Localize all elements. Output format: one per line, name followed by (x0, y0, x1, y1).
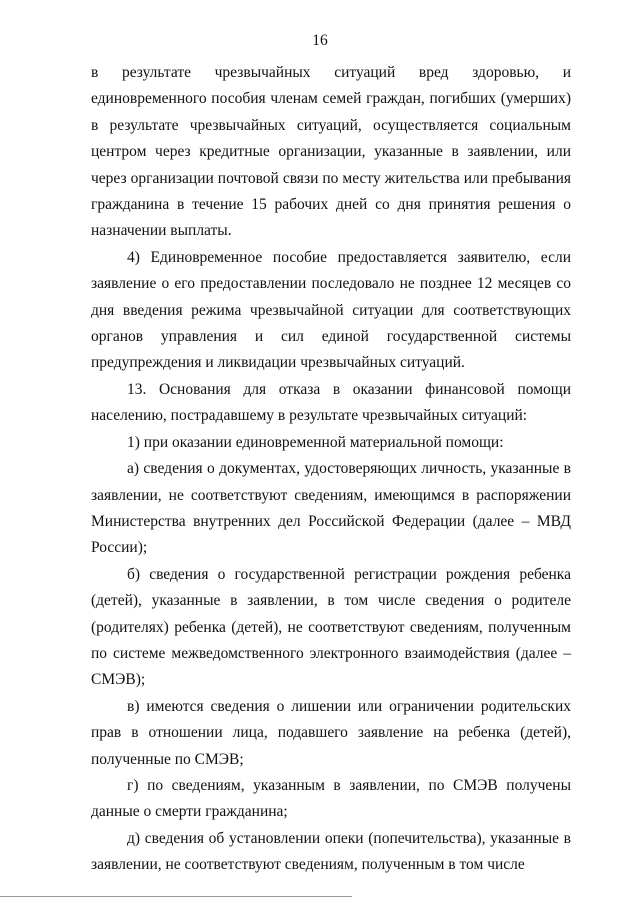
paragraph-section-13: 13. Основания для отказа в оказании финансовой помощи населению, пострадавшему в результате чрезвычайных ситуаций: (91, 380, 571, 425)
paragraph-item-v: в) имеются сведения о лишении или ограничении родительских прав в отношении лица, подавшего заявление на ребенка (детей), полученные по СМЭВ; (91, 697, 571, 768)
paragraph-item-4: 4) Единовременное пособие предоставляется заявителю, если заявление о его предоставлении последовало не позднее 12 месяцев со дня введения режима чрезвычайной ситуации для соответствующих органов управления и сил единой государственной системы предупреждения и ликвидации чрезвычайных ситуаций. (91, 248, 571, 372)
paragraph-item-d: д) сведения об установлении опеки (попечительства), указанные в заявлении, не соответствуют сведениям, полученным в том числе (91, 829, 571, 874)
paragraph-item-g: г) по сведениям, указанным в заявлении, по СМЭВ получены данные о смерти гражданина; (91, 776, 571, 821)
paragraph-continuation: в результате чрезвычайных ситуаций вред здоровью, и единовременного пособия членам семей граждан, погибших (умерших) в результате чрезвычайных ситуаций, осуществляется социальным центром через кредитные организации, указанные в заявлении, или через организации почтовой связи по месту жительства или пребывания гражданина в течение 15 рабочих дней со дня принятия решения о назначении выплаты. (91, 64, 571, 240)
paragraph-item-b: б) сведения о государственной регистрации рождения ребенка (детей), указанные в заявлении, в том числе сведения о родителе (родителях) ребенка (детей), не соответствуют сведениям, полученным по системе межведомственного электронного взаимодействия (далее – СМЭВ); (91, 565, 571, 689)
paragraph-item-a: а) сведения о документах, удостоверяющих личность, указанные в заявлении, не соответствуют сведениям, имеющимся в распоряжении Министерства внутренних дел Российской Федерации (далее – МВД России); (91, 460, 571, 557)
scan-edge-line (0, 896, 352, 897)
page-number: 16 (312, 32, 328, 49)
document-body (91, 60, 571, 879)
paragraph-item-1: 1) при оказании единовременной материальной помощи: (127, 433, 504, 451)
